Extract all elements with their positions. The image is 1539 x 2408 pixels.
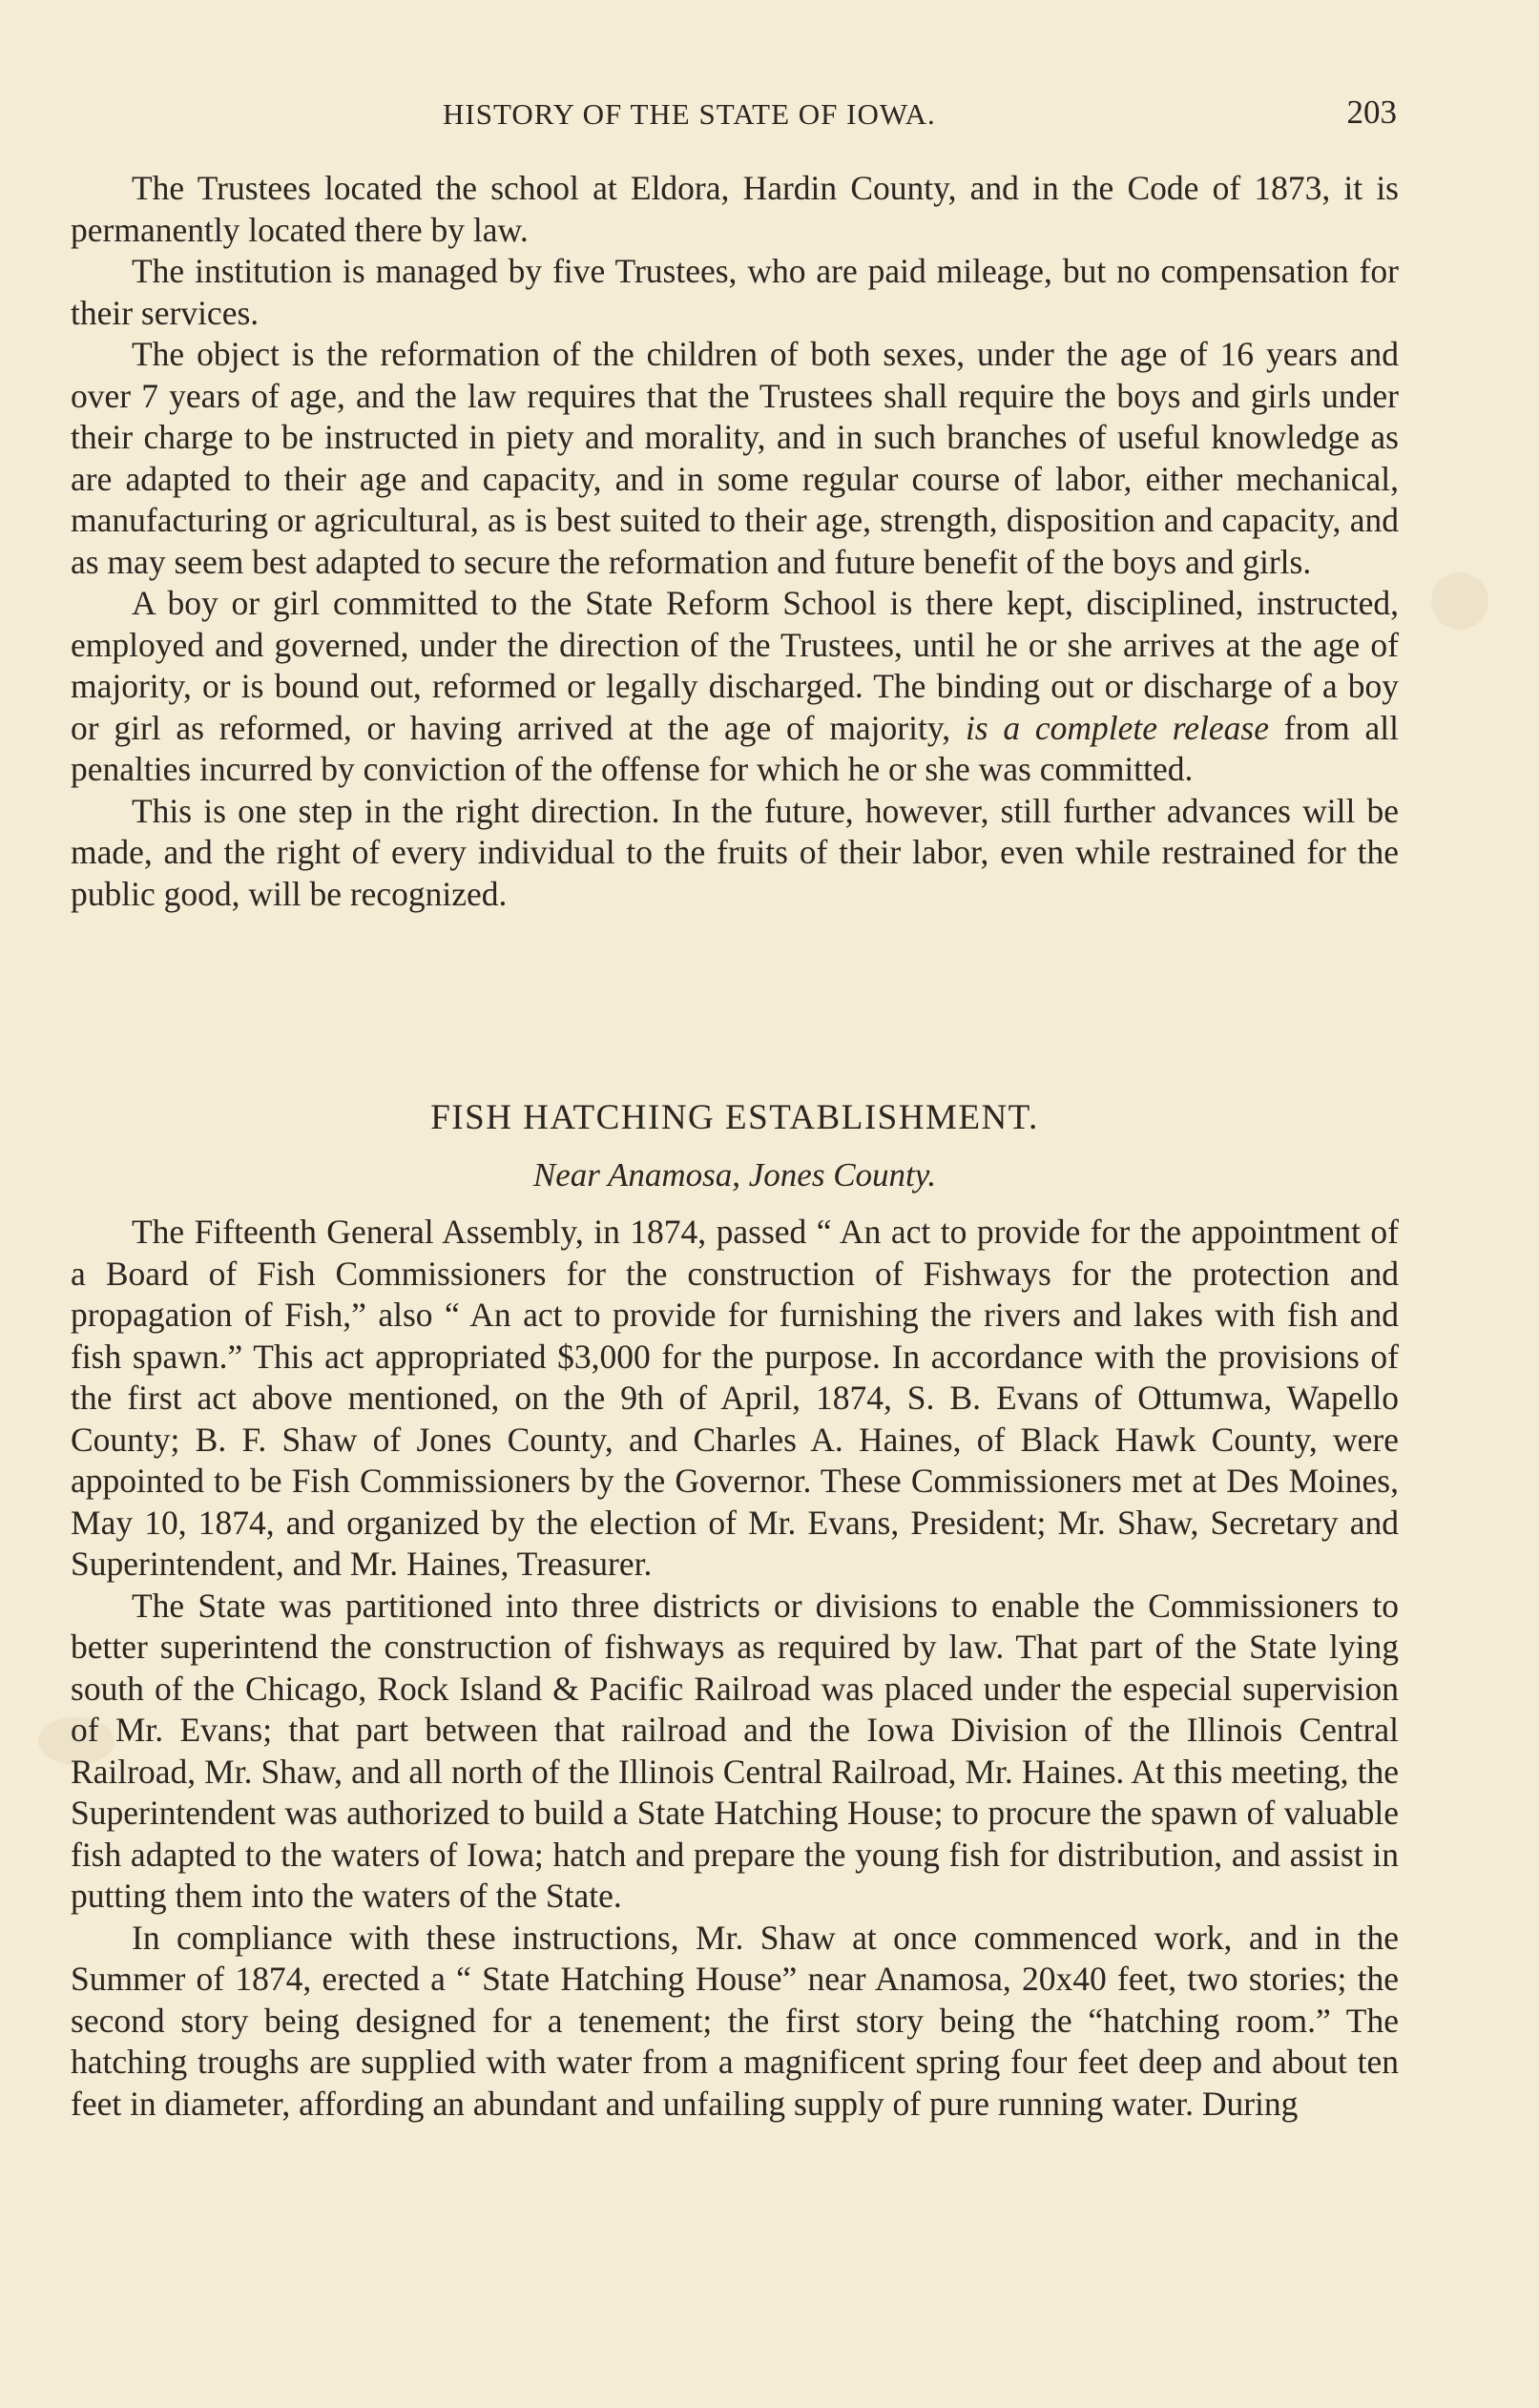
paragraph: The institution is managed by five Trustees, who are paid mileage, but no compensation for their services. [71, 252, 1399, 332]
paragraph: This is one step in the right direction. In the future, however, still further advances will be made, and the right of every individual to the fruits of their labor, even while restrained for the public good, will be recognized. [71, 791, 1399, 913]
paragraph: The object is the reformation of the children of both sexes, under the age of 16 years and over 7 years of age, and the law requires that the Trustees shall require the boys and girls under their charge to be instructed in piety and morality, and in such branches of useful knowledge as are adapted to their age and capacity, and in some regular course of labor, either mechanical, manufacturing or agricultural, as is best suited to their age, strength, disposition and capacity, and as may seem best adapted to secure the reformation and future benefit of the boys and girls. [71, 335, 1399, 581]
paragraph: The State was partitioned into three districts or divisions to enable the Commissioners to better superintend the construction of fishways as required by law. That part of the State lying south of the Chicago, Rock Island & Pacific Railroad was placed under the especial supervision of Mr. Evans; that part between that railroad and the Iowa Division of the Illinois Central Railroad, Mr. Shaw, and all north of the Illinois Central Railroad, Mr. Haines. At this meeting, the Superintendent was authorized to build a State Hatching House; to procure the spawn of valuable fish adapted to the waters of Iowa; hatch and prepare the young fish for distribution, and assist in putting them into the waters of the State. [71, 1586, 1399, 1915]
paragraph-text: from all penalties incurred by conviction of the offense for which he or she was committed. [71, 708, 1399, 788]
page-header [71, 88, 1397, 135]
paragraph [71, 583, 1399, 791]
paragraph: The Fifteenth General Assembly, in 1874, passed “ An act to provide for the appointment of a Board of Fish Commissioners for the construction of Fishways for the protection and propagation of Fish,” also “ An act to provide for furnishing the rivers and lakes with fish and fish spawn.” This act appropriated $3,000 for the purpose. In accordance with the provisions of the first act above mentioned, on the 9th of April, 1874, S. B. Evans of Ottumwa, Wapello County; B. F. Shaw of Jones County, and Charles A. Haines, of Black Hawk County, were appointed to be Fish Commissioners by the Governor. These Commissioners met at Des Moines, May 10, 1874, and organized by the election of Mr. Evans, President; Mr. Shaw, Secretary and Superintendent, and Mr. Haines, Treasurer. [71, 1213, 1399, 1583]
italic-phrase: is a complete release [965, 708, 1269, 747]
paragraph: The Trustees located the school at Eldora, Hardin County, and in the Code of 1873, it is permanently located there by law. [71, 169, 1399, 249]
reform-school-text [71, 168, 1399, 915]
fish-hatching-section [71, 1095, 1399, 2125]
section-title: FISH HATCHING ESTABLISHMENT. [430, 1098, 1039, 1137]
running-title: HISTORY OF THE STATE OF IOWA. [443, 97, 936, 131]
page-number: 203 [1346, 93, 1397, 131]
section-subtitle: Near Anamosa, Jones County. [532, 1156, 937, 1194]
paragraph: In compliance with these instructions, Mr. Shaw at once commenced work, and in the Summer of 1874, erected a “ State Hatching House” near Anamosa, 20x40 feet, two stories; the second story being designed for a tenement; the first story being the “hatching room.” The hatching troughs are supplied with water from a magnificent spring four feet deep and about ten feet in diameter, affording an abundant and unfailing supply of pure running water. During [71, 1918, 1399, 2123]
paper-stain [1431, 572, 1488, 630]
paragraph-text: A boy or girl committed to the State Reform School is there kept, disciplined, instructed, employed and governed, under the direction of the Trustees, until he or she arrives at the age of majority, or is bound out, reformed or legally discharged. The binding out or discharge of a boy or girl as reformed, or having arrived at the age of majority, [71, 584, 1399, 747]
